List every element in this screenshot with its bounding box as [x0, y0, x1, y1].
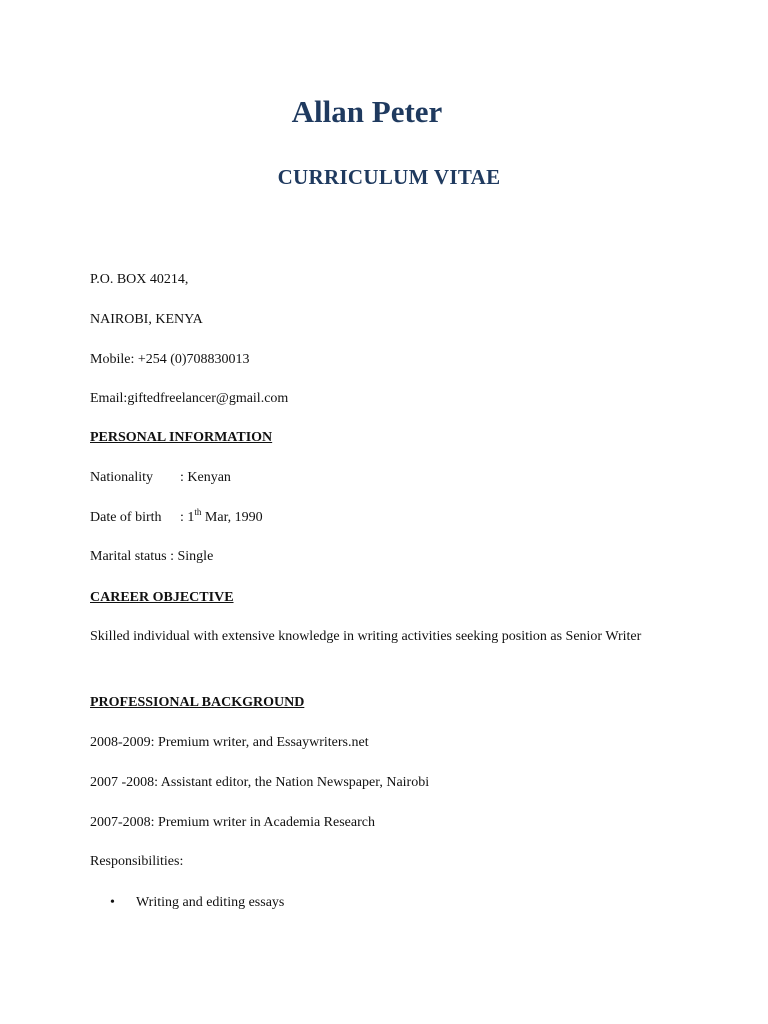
dob-row: [90, 509, 263, 527]
mobile-number: Mobile: +254 (0)708830013: [90, 352, 250, 367]
professional-item: 2007 -2008: Assistant editor, the Nation Newspaper, Nairobi: [90, 775, 430, 790]
objective-text: Skilled individual with extensive knowledge in writing activities seeking position as Senior Writer: [90, 629, 642, 644]
candidate-name: Allan Peter: [291, 94, 443, 129]
responsibility-list-item: [110, 894, 284, 912]
address-city: NAIROBI, KENYA: [90, 312, 203, 327]
dob-ordinal: th: [194, 507, 202, 517]
marital-value: : Single: [166, 549, 214, 564]
marital-row: [90, 548, 213, 566]
document-title: CURRICULUM VITAE: [277, 165, 501, 189]
dob-value-prefix: : 1: [180, 510, 195, 525]
nationality-label: Nationality: [90, 470, 153, 485]
responsibilities-label: Responsibilities:: [90, 854, 184, 869]
nationality-value: : Kenyan: [180, 470, 231, 485]
marital-label: Marital status: [90, 549, 167, 564]
professional-item: 2008-2009: Premium writer, and Essaywriters.net: [90, 735, 369, 750]
dob-label: Date of birth: [90, 510, 162, 525]
section-heading-objective: CAREER OBJECTIVE: [90, 590, 234, 605]
responsibility-text: Writing and editing essays: [136, 895, 285, 910]
section-heading-personal: PERSONAL INFORMATION: [90, 430, 273, 445]
dob-value-suffix: Mar, 1990: [201, 510, 263, 525]
professional-item: 2007-2008: Premium writer in Academia Research: [90, 815, 375, 830]
section-heading-professional: PROFESSIONAL BACKGROUND: [90, 695, 305, 710]
bullet-icon: •: [110, 895, 115, 910]
address-po-box: P.O. BOX 40214,: [90, 272, 189, 287]
email-address: Email:giftedfreelancer@gmail.com: [90, 391, 289, 406]
nationality-row: [90, 469, 231, 487]
